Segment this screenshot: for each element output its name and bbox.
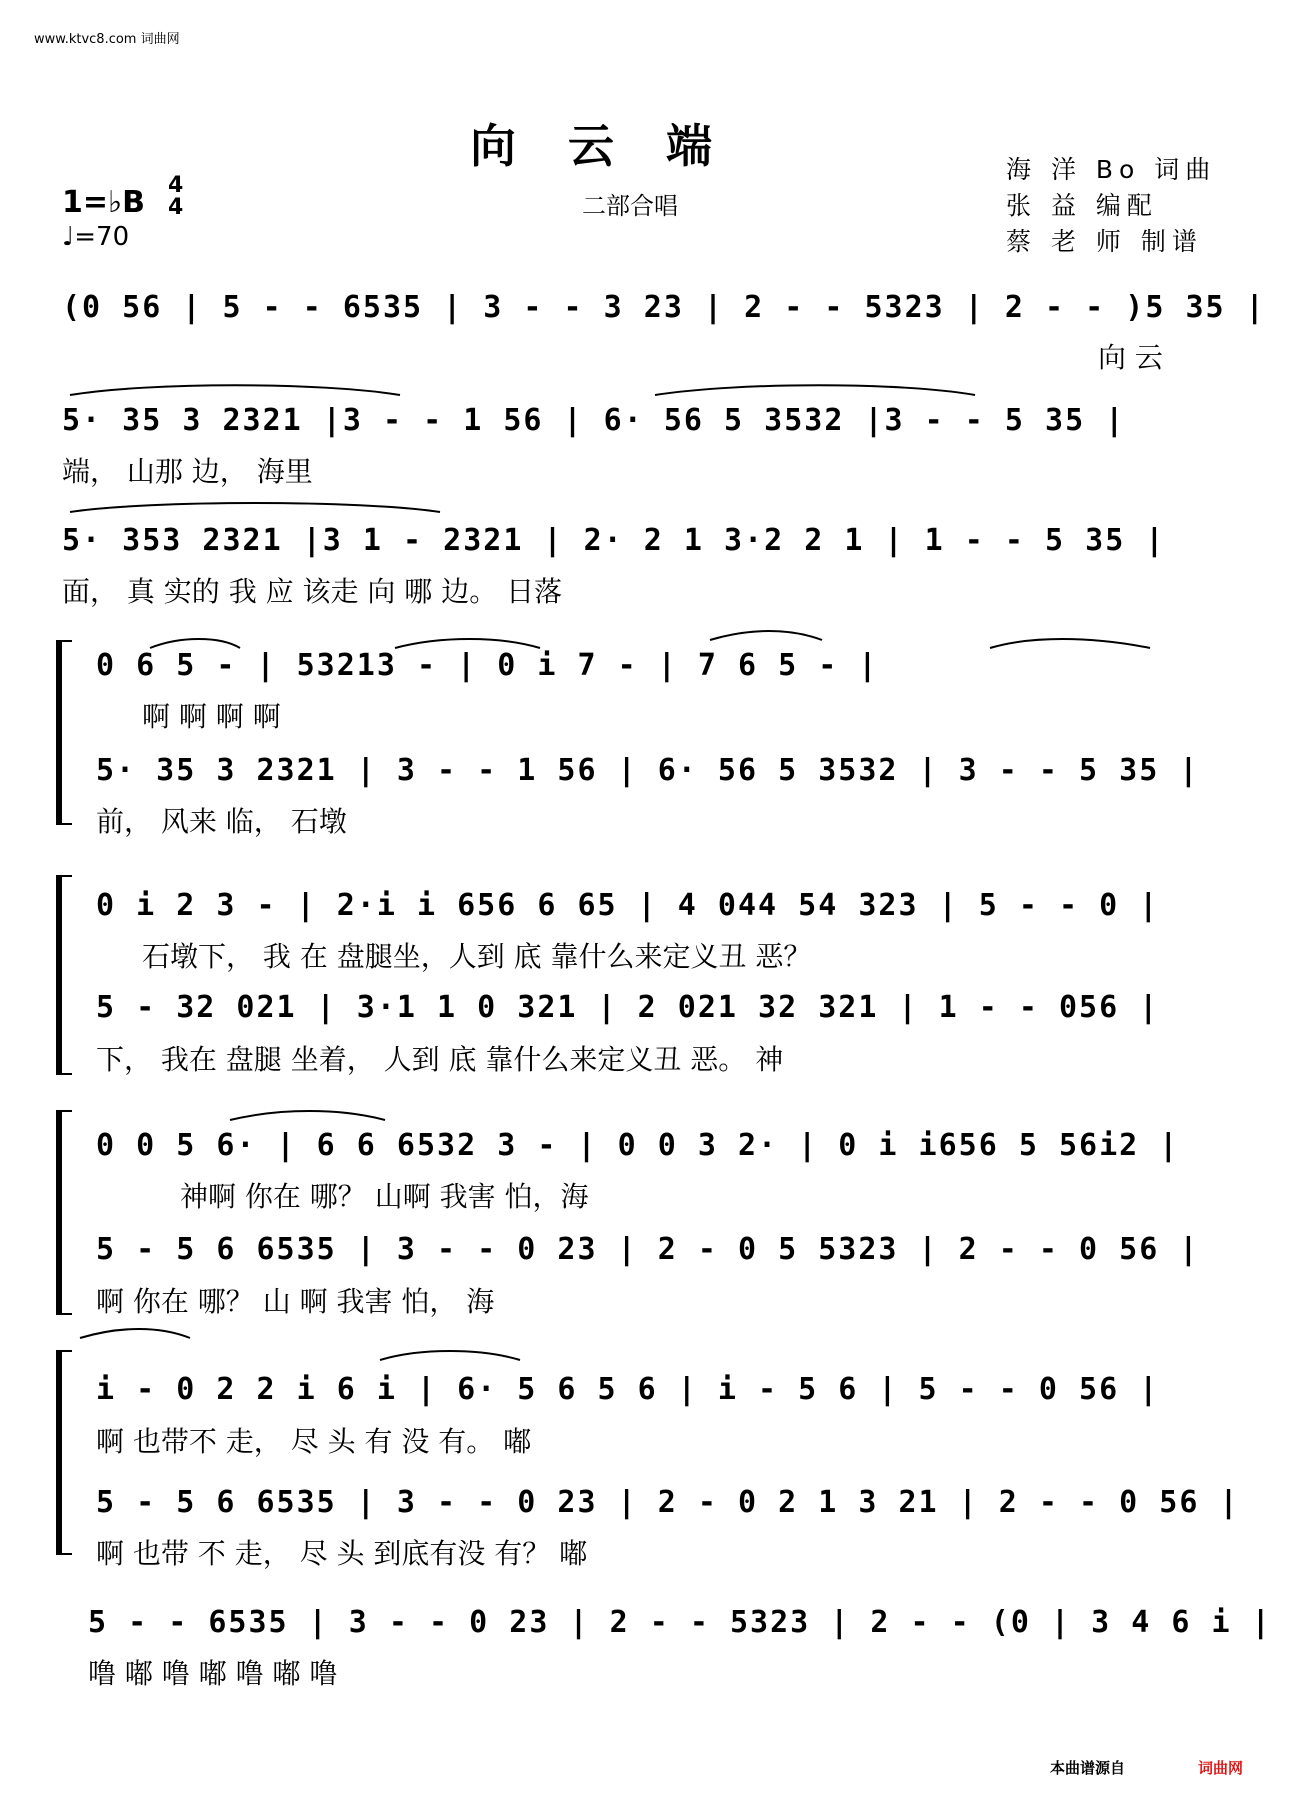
notation-system-4-upper: 0 6 5 - | 53213 - | 0 i 7 - | 7 6 5 - | (96, 648, 879, 683)
credit-arranger: 张 益 编配 (1006, 191, 1158, 220)
notation-system-2: 5· 35 3 2321 |3 - - 1 56 | 6· 56 5 3532 |3 - - 5 35 | (62, 403, 1126, 438)
lyrics-system-8: 噜 嘟 噜 嘟 噜 嘟 噜 (88, 1657, 338, 1690)
notation-system-5-upper: 0 i 2 3 - | 2·i i 656 6 65 | 4 044 54 323 | 5 - - 0 | (96, 888, 1160, 923)
lyrics-system-6-lower: 啊 你在 哪？ 山 啊 我害 怕， 海 (96, 1285, 495, 1318)
choir-bracket-1 (56, 640, 62, 825)
notation-system-6-lower: 5 - 5 6 6535 | 3 - - 0 23 | 2 - 0 5 5323 | 2 - - 0 56 | (96, 1232, 1200, 1267)
lyrics-system-4-lower: 前， 风来 临， 石墩 (96, 805, 347, 838)
song-subtitle: 二部合唱 (582, 192, 678, 220)
lyrics-system-6-upper: 神啊 你在 哪？ 山啊 我害 怕，海 (180, 1180, 589, 1213)
bracket-cap-bottom-3 (56, 1313, 72, 1315)
notation-system-3: 5· 353 2321 |3 1 - 2321 | 2· 2 1 3·2 2 1 | 1 - - 5 35 | (62, 523, 1166, 558)
notation-system-1: (0 56 | 5 - - 6535 | 3 - - 3 23 | 2 - - 5323 | 2 - - )5 35 | (62, 290, 1266, 325)
lyrics-system-3: 面， 真 实的 我 应 该走 向 哪 边。 日落 (62, 575, 563, 608)
bracket-cap-top-2 (56, 875, 72, 877)
notation-system-7-lower: 5 - 5 6 6535 | 3 - - 0 23 | 2 - 0 2 1 3 21 | 2 - - 0 56 | (96, 1485, 1240, 1520)
bracket-cap-top-1 (56, 640, 72, 642)
lyrics-system-1: 向 云 (1098, 341, 1163, 374)
bracket-cap-bottom-1 (56, 823, 72, 825)
lyrics-system-4-upper: 啊 啊 啊 啊 (142, 700, 281, 733)
bracket-cap-top-4 (56, 1350, 72, 1352)
credit-transcriber: 蔡 老 师 制谱 (1006, 227, 1203, 256)
notation-system-6-upper: 0 0 5 6· | 6 6 6532 3 - | 0 0 3 2· | 0 i i656 5 56i2 | (96, 1128, 1180, 1163)
lyrics-system-5-lower: 下， 我在 盘腿 坐着， 人到 底 靠什么来定义丑 恶。 神 (96, 1043, 784, 1076)
notation-system-7-upper: i - 0 2 2 i 6 i | 6· 5 6 5 6 | i - 5 6 | 5 - - 0 56 | (96, 1372, 1160, 1407)
lyrics-system-7-lower: 啊 也带 不 走， 尽 头 到底有没 有？ 嘟 (96, 1537, 588, 1570)
choir-bracket-3 (56, 1110, 62, 1315)
bracket-cap-bottom-4 (56, 1553, 72, 1555)
key-signature: 1=♭B (62, 185, 146, 220)
choir-bracket-2 (56, 875, 62, 1075)
tempo-marking: ♩=70 (62, 222, 130, 252)
bracket-cap-bottom-2 (56, 1073, 72, 1075)
notation-system-4-lower: 5· 35 3 2321 | 3 - - 1 56 | 6· 56 5 3532 | 3 - - 5 35 | (96, 753, 1200, 788)
footer-source-label: 本曲谱源自 (1050, 1759, 1126, 1777)
bracket-cap-top-3 (56, 1110, 72, 1112)
site-url[interactable]: www.ktvc8.com 词曲网 (34, 32, 180, 47)
lyrics-system-5-upper: 石墩下， 我 在 盘腿坐，人到 底 靠什么来定义丑 恶？ (142, 940, 812, 973)
footer-brand-link[interactable]: 词曲网 (1198, 1759, 1244, 1777)
choir-bracket-4 (56, 1350, 62, 1555)
notation-system-8: 5 - - 6535 | 3 - - 0 23 | 2 - - 5323 | 2 - - (0 | 3 4 6 i | (88, 1605, 1272, 1640)
song-title: 向云端 (470, 119, 764, 173)
time-signature: 4 4 (168, 173, 184, 220)
credit-lyrics-music: 海 洋 Bo 词曲 (1006, 155, 1217, 184)
lyrics-system-2: 端， 山那 边， 海里 (62, 455, 313, 488)
notation-system-5-lower: 5 - 32 021 | 3·1 1 0 321 | 2 021 32 321 | 1 - - 056 | (96, 990, 1160, 1025)
lyrics-system-7-upper: 啊 也带不 走， 尽 头 有 没 有。 嘟 (96, 1425, 532, 1458)
